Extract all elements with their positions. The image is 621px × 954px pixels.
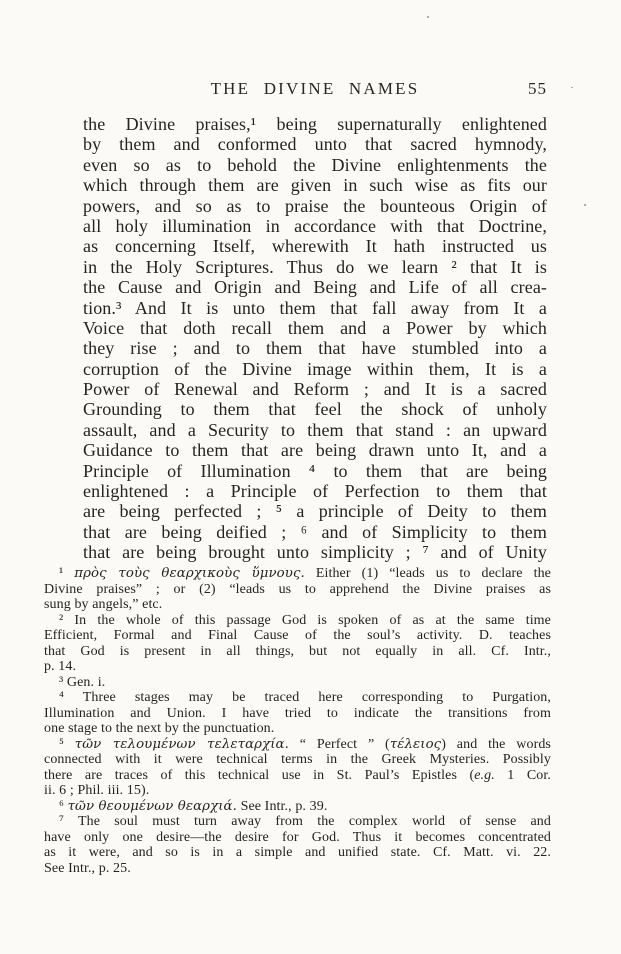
text-line: are being perfected ; ⁵ a principle of Deity to them (83, 501, 547, 522)
text-line: Efficient, Formal and Final Cause of the soul’s activity. D. teaches (44, 628, 551, 643)
text-line: Power of Renewal and Reform ; and It is a sacred (83, 379, 547, 400)
text-line: See Intr., p. 25. (44, 860, 131, 876)
page-header (83, 79, 547, 101)
page-number: 55 (528, 79, 547, 98)
text-line: powers, and so as to praise the bounteous Origin of (83, 195, 547, 216)
text-line: ⁴ Three stages may be traced here corresponding to Purgation, (59, 690, 551, 705)
text-line: have only one desire—the desire for God. Thus it becomes concentrated (44, 829, 551, 845)
text-line: the Divine praises,¹ being supernaturally enlightened (83, 114, 547, 134)
text-line: p. 14. (44, 659, 77, 674)
text-line: assault, and a Security to them that stand : an upward (83, 419, 547, 440)
text-line: as concerning Itself, wherewith It hath instructed us (83, 236, 547, 257)
text-line: one stage to the next by the punctuation. (44, 721, 275, 736)
text-line: in the Holy Scriptures. Thus do we learn ² that It is (83, 256, 547, 277)
text-line: Guidance to them that are being drawn unto It, and a (83, 440, 547, 461)
text-line: as it were, and so is in a simple and unified state. Cf. Matt. vi. 22. (44, 845, 551, 860)
text-line: tion.³ And It is unto them that fall away from It a (83, 297, 547, 318)
text-line: that are being deified ; ⁶ and of Simplicity to them (83, 521, 547, 542)
text-line: ¹ πρὸς τοὺς θεαρχικοὺς ὕμνους. Either (1) “leads us to declare the (59, 566, 551, 581)
running-title: THE DIVINE NAMES (210, 79, 420, 98)
text-line: they rise ; and to them that have stumbled into a (83, 338, 547, 359)
text-line: Divine praises” ; or (2) “leads us to apprehend the Divine praises as (44, 581, 551, 597)
text-line: sung by angels,” etc. (44, 597, 163, 612)
scan-speckle (571, 87, 573, 88)
text-line: Grounding to them that feel the shock of unholy (83, 399, 547, 420)
text-line: ⁵ τῶν τελουμένων τελεταρχία. “ Perfect ” (τέλειος) and the words (59, 736, 551, 752)
text-line: ³ Gen. i. (59, 674, 106, 690)
scan-speckle (584, 204, 586, 206)
text-line: all holy illumination in accordance with that Doctrine, (83, 215, 547, 236)
text-line: ⁶ τῶν θεουμένων θεαρχιά. See Intr., p. 39. (59, 798, 328, 814)
text-line: connected with it were technical terms in the Greek Mysteries. Possibly (44, 752, 551, 767)
scan-speckle (427, 16, 429, 18)
footnotes (44, 566, 551, 876)
body-text (83, 114, 547, 563)
text-line: by them and conformed unto that sacred hymnody, (83, 134, 547, 155)
text-line: which through them are given in such wise as fits our (83, 175, 547, 196)
text-line: that are being brought unto simplicity ; ⁷ and of Unity (83, 542, 547, 563)
text-line: corruption of the Divine image within them, It is a (83, 358, 547, 379)
text-line: ² In the whole of this passage God is spoken of as at the same time (59, 612, 551, 628)
text-line: the Cause and Origin and Being and Life of all crea- (83, 277, 547, 298)
text-line: enlightened : a Principle of Perfection to them that (83, 481, 547, 502)
text-line: Illumination and Union. I have tried to indicate the transitions from (44, 705, 551, 721)
text-line: Voice that doth recall them and a Power by which (83, 317, 547, 338)
text-line: ⁷ The soul must turn away from the complex world of sense and (59, 814, 551, 829)
text-line: that God is present in all things, but not equally in all. Cf. Intr., (44, 643, 551, 659)
text-line: there are traces of this technical use in St. Paul’s Epistles (e.g. 1 Cor. (44, 767, 551, 783)
text-line: ii. 6 ; Phil. iii. 15). (44, 783, 150, 798)
text-line: even so as to behold the Divine enlightenments the (83, 154, 547, 175)
text-line: Principle of Illumination ⁴ to them that are being (83, 460, 547, 481)
